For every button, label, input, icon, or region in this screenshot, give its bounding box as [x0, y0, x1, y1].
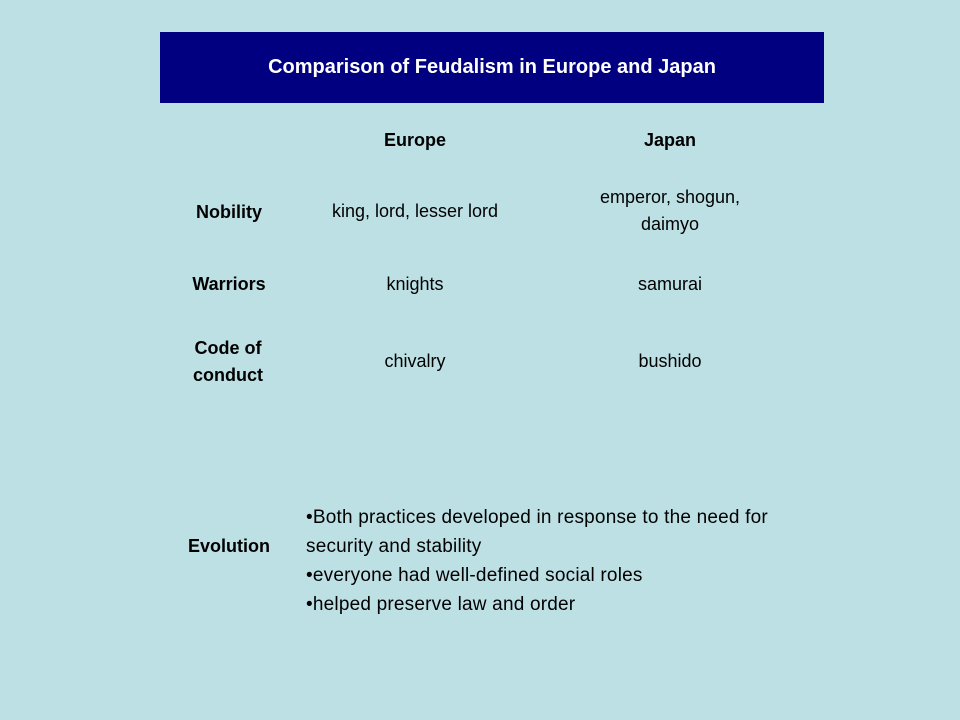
cell-nobility-europe: king, lord, lesser lord — [331, 200, 499, 221]
page-title: Comparison of Feudalism in Europe and Japan — [268, 56, 716, 78]
cell-warriors-japan: samurai — [637, 273, 703, 294]
column-header-japan: Japan — [643, 129, 697, 150]
cell-code-europe: chivalry — [384, 350, 446, 371]
row-label-warriors: Warriors — [192, 273, 266, 294]
evolution-bullet-text: Both practices developed in response to the need for security and stability — [306, 507, 768, 557]
evolution-bullet-list — [306, 503, 796, 619]
evolution-bullet-text: everyone had well-defined social roles — [312, 565, 643, 586]
row-label-nobility: Nobility — [196, 201, 262, 222]
evolution-bullet — [306, 503, 796, 561]
evolution-bullet — [306, 561, 796, 590]
evolution-bullet-text: helped preserve law and order — [312, 594, 576, 615]
column-header-europe: Europe — [383, 129, 446, 150]
evolution-bullet — [306, 590, 796, 619]
title-banner — [160, 32, 824, 103]
cell-nobility-japan: emperor, shogun, daimyo — [599, 187, 741, 234]
cell-code-japan: bushido — [638, 350, 702, 371]
row-label-code-of-conduct: Code of conduct — [193, 338, 263, 385]
cell-warriors-europe: knights — [386, 273, 444, 294]
row-label-evolution: Evolution — [188, 535, 270, 556]
